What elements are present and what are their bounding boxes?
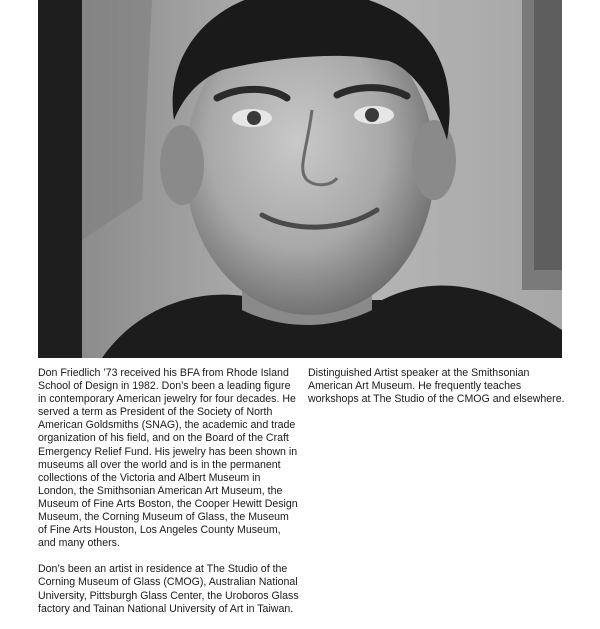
bio-paragraph-3: Distinguished Artist speaker at the Smithsonian American Art Museum. He frequently teaches workshops at The Studio of the CMOG and elsewhere. [308,367,565,406]
bio-column-right [308,367,566,419]
bio-column-left [38,367,300,629]
bio-paragraph-1: Don Friedlich ’73 received his BFA from Rhode Island School of Design in 1982. Don’s been a leading figure in contemporary American jewelry for four decades. He served a term as President of the Society of North American Goldsmiths (SNAG), the academic and trade organization of his field, and on the Board of the Craft Emergency Relief Fund. His jewelry has been shown in museums all over the world and is in the permanent collections of the Victoria and Albert Museum in London, the Smithsonian American Art Museum, the Museum of Fine Arts Boston, the Cooper Hewitt Design Museum, the Corning Museum of Glass, the Museum of Fine Arts Houston, Los Angeles County Museum, and many others. [38,367,298,550]
portrait-photo [82,0,562,358]
portrait-illustration [82,0,562,358]
bio-paragraph-2: Don’s been an artist in residence at The Studio of the Corning Museum of Glass (CMOG), Australian National University, Pittsburgh Glass Center, the Uroboros Glass factory and Tainan National University of Art in Taiwan. [38,563,299,615]
name-banner [38,0,82,358]
